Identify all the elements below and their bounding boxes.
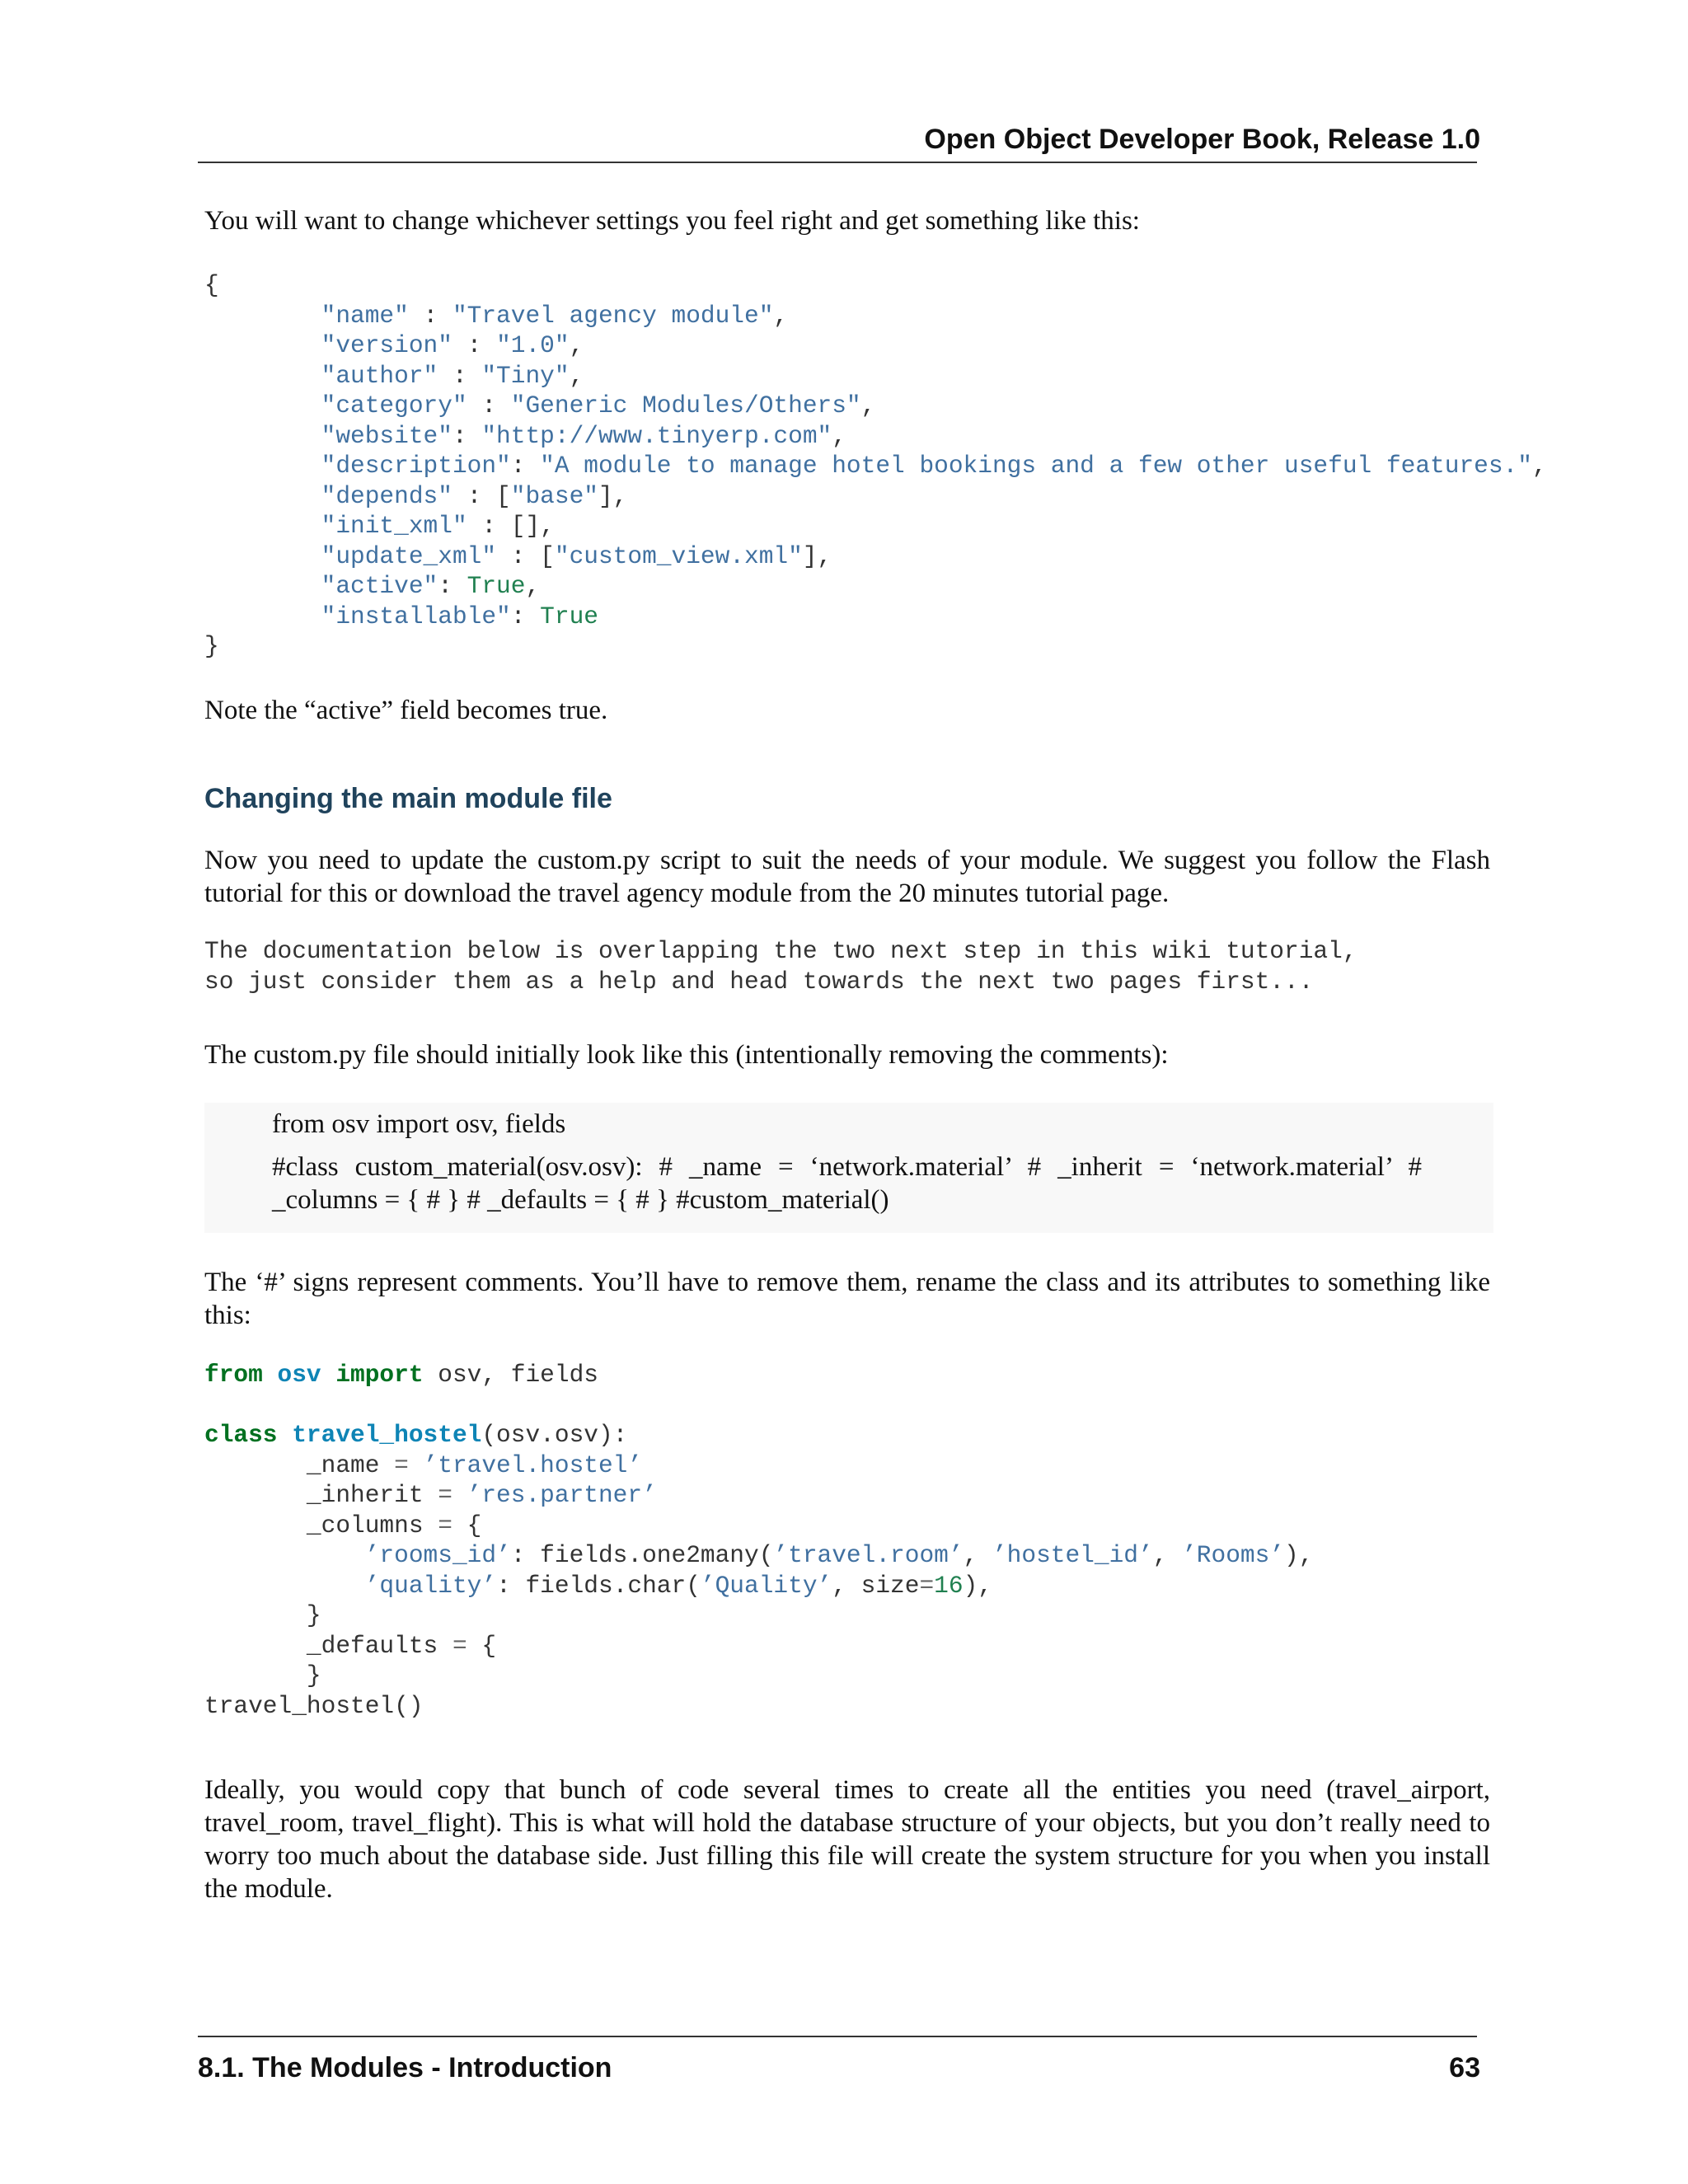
- header-rule: [198, 162, 1477, 163]
- code-columns-line: _columns = {: [306, 1511, 482, 1540]
- quote-class-comment: #class custom_material(osv.osv): # _name = ‘network.material’ # _inherit = ‘network.material’ # _columns = { # } # _defaults = { # } #custom_material(): [272, 1152, 1422, 1215]
- terp-line-depends: "depends" : ["base"],: [321, 481, 628, 510]
- running-header: Open Object Developer Book, Release 1.0: [924, 124, 1480, 155]
- terp-line-installable: "installable": True: [321, 602, 598, 630]
- code-quality-line: ’quality’: fields.char(’Quality’, size=16),: [364, 1571, 992, 1600]
- code-rooms-line: ’rooms_id’: fields.one2many(’travel.room’, ’hostel_id’, ’Rooms’),: [364, 1541, 1314, 1569]
- terp-line-active: "active": True,: [321, 572, 541, 600]
- section-heading: Changing the main module file: [204, 783, 612, 814]
- terp-open-brace: {: [204, 271, 219, 299]
- doc-note-line-1: The documentation below is overlapping the two next step in this wiki tutorial,: [204, 937, 1357, 965]
- footer-section-title: 8.1. The Modules - Introduction: [198, 2052, 612, 2083]
- initial-paragraph: The custom.py file should initially look like this (intentionally removing the comments):: [204, 1040, 1169, 1070]
- terp-line-description: "description": "A module to manage hotel bookings and a few other useful features.",: [321, 452, 1547, 480]
- terp-line-update-xml: "update_xml" : ["custom_view.xml"],: [321, 541, 832, 570]
- code-columns-close: }: [204, 1601, 321, 1629]
- code-import-line: from osv import osv, fields: [204, 1361, 598, 1389]
- terp-line-category: "category" : "Generic Modules/Others",: [321, 391, 876, 419]
- note-active-paragraph: Note the “active” field becomes true.: [204, 696, 608, 725]
- code-inherit-line: _inherit = ’res.partner’: [306, 1481, 657, 1509]
- terp-close-brace: }: [204, 632, 219, 660]
- footer-rule: [198, 2036, 1477, 2037]
- terp-line-version: "version" : "1.0",: [321, 331, 584, 359]
- code-defaults-line: _defaults = {: [306, 1631, 497, 1660]
- terp-code-block: [204, 270, 1547, 662]
- code-name-line: _name = ’travel.hostel’: [306, 1451, 643, 1479]
- terp-line-init-xml: "init_xml" : [],: [321, 512, 555, 540]
- code-class-line: class travel_hostel(osv.osv):: [204, 1421, 628, 1449]
- terp-line-name: "name" : "Travel agency module",: [321, 301, 789, 330]
- comments-paragraph: The ‘#’ signs represent comments. You’ll have to remove them, rename the class and its attributes to something like this:: [204, 1268, 1490, 1330]
- intro-paragraph: You will want to change whichever settings you feel right and get something like this:: [204, 206, 1140, 236]
- terp-line-website: "website": "http://www.tinyerp.com",: [321, 421, 846, 450]
- python-code-block: [204, 1360, 1313, 1721]
- update-paragraph: Now you need to update the custom.py script to suit the needs of your module. We suggest you follow the Flash tutorial for this or download the travel agency module from the 20 minutes tutorial page.: [204, 846, 1490, 908]
- closing-paragraph: Ideally, you would copy that bunch of code several times to create all the entities you need (travel_airport, travel_room, travel_flight). This is what will hold the database structure of your objects, but you don’t really need to worry too much about the database side. Just filling this file will create the system structure for you when you install the module.: [204, 1775, 1490, 1904]
- page-number: 63: [1449, 2052, 1480, 2083]
- code-instance-line: travel_hostel(): [204, 1691, 424, 1720]
- documentation-note-block: [204, 936, 1357, 996]
- doc-note-line-2: so just consider them as a help and head towards the next two pages first...: [204, 967, 1314, 996]
- code-defaults-close: }: [204, 1661, 321, 1690]
- terp-line-author: "author" : "Tiny",: [321, 361, 584, 390]
- quote-import-line: from osv import osv, fields: [272, 1109, 566, 1139]
